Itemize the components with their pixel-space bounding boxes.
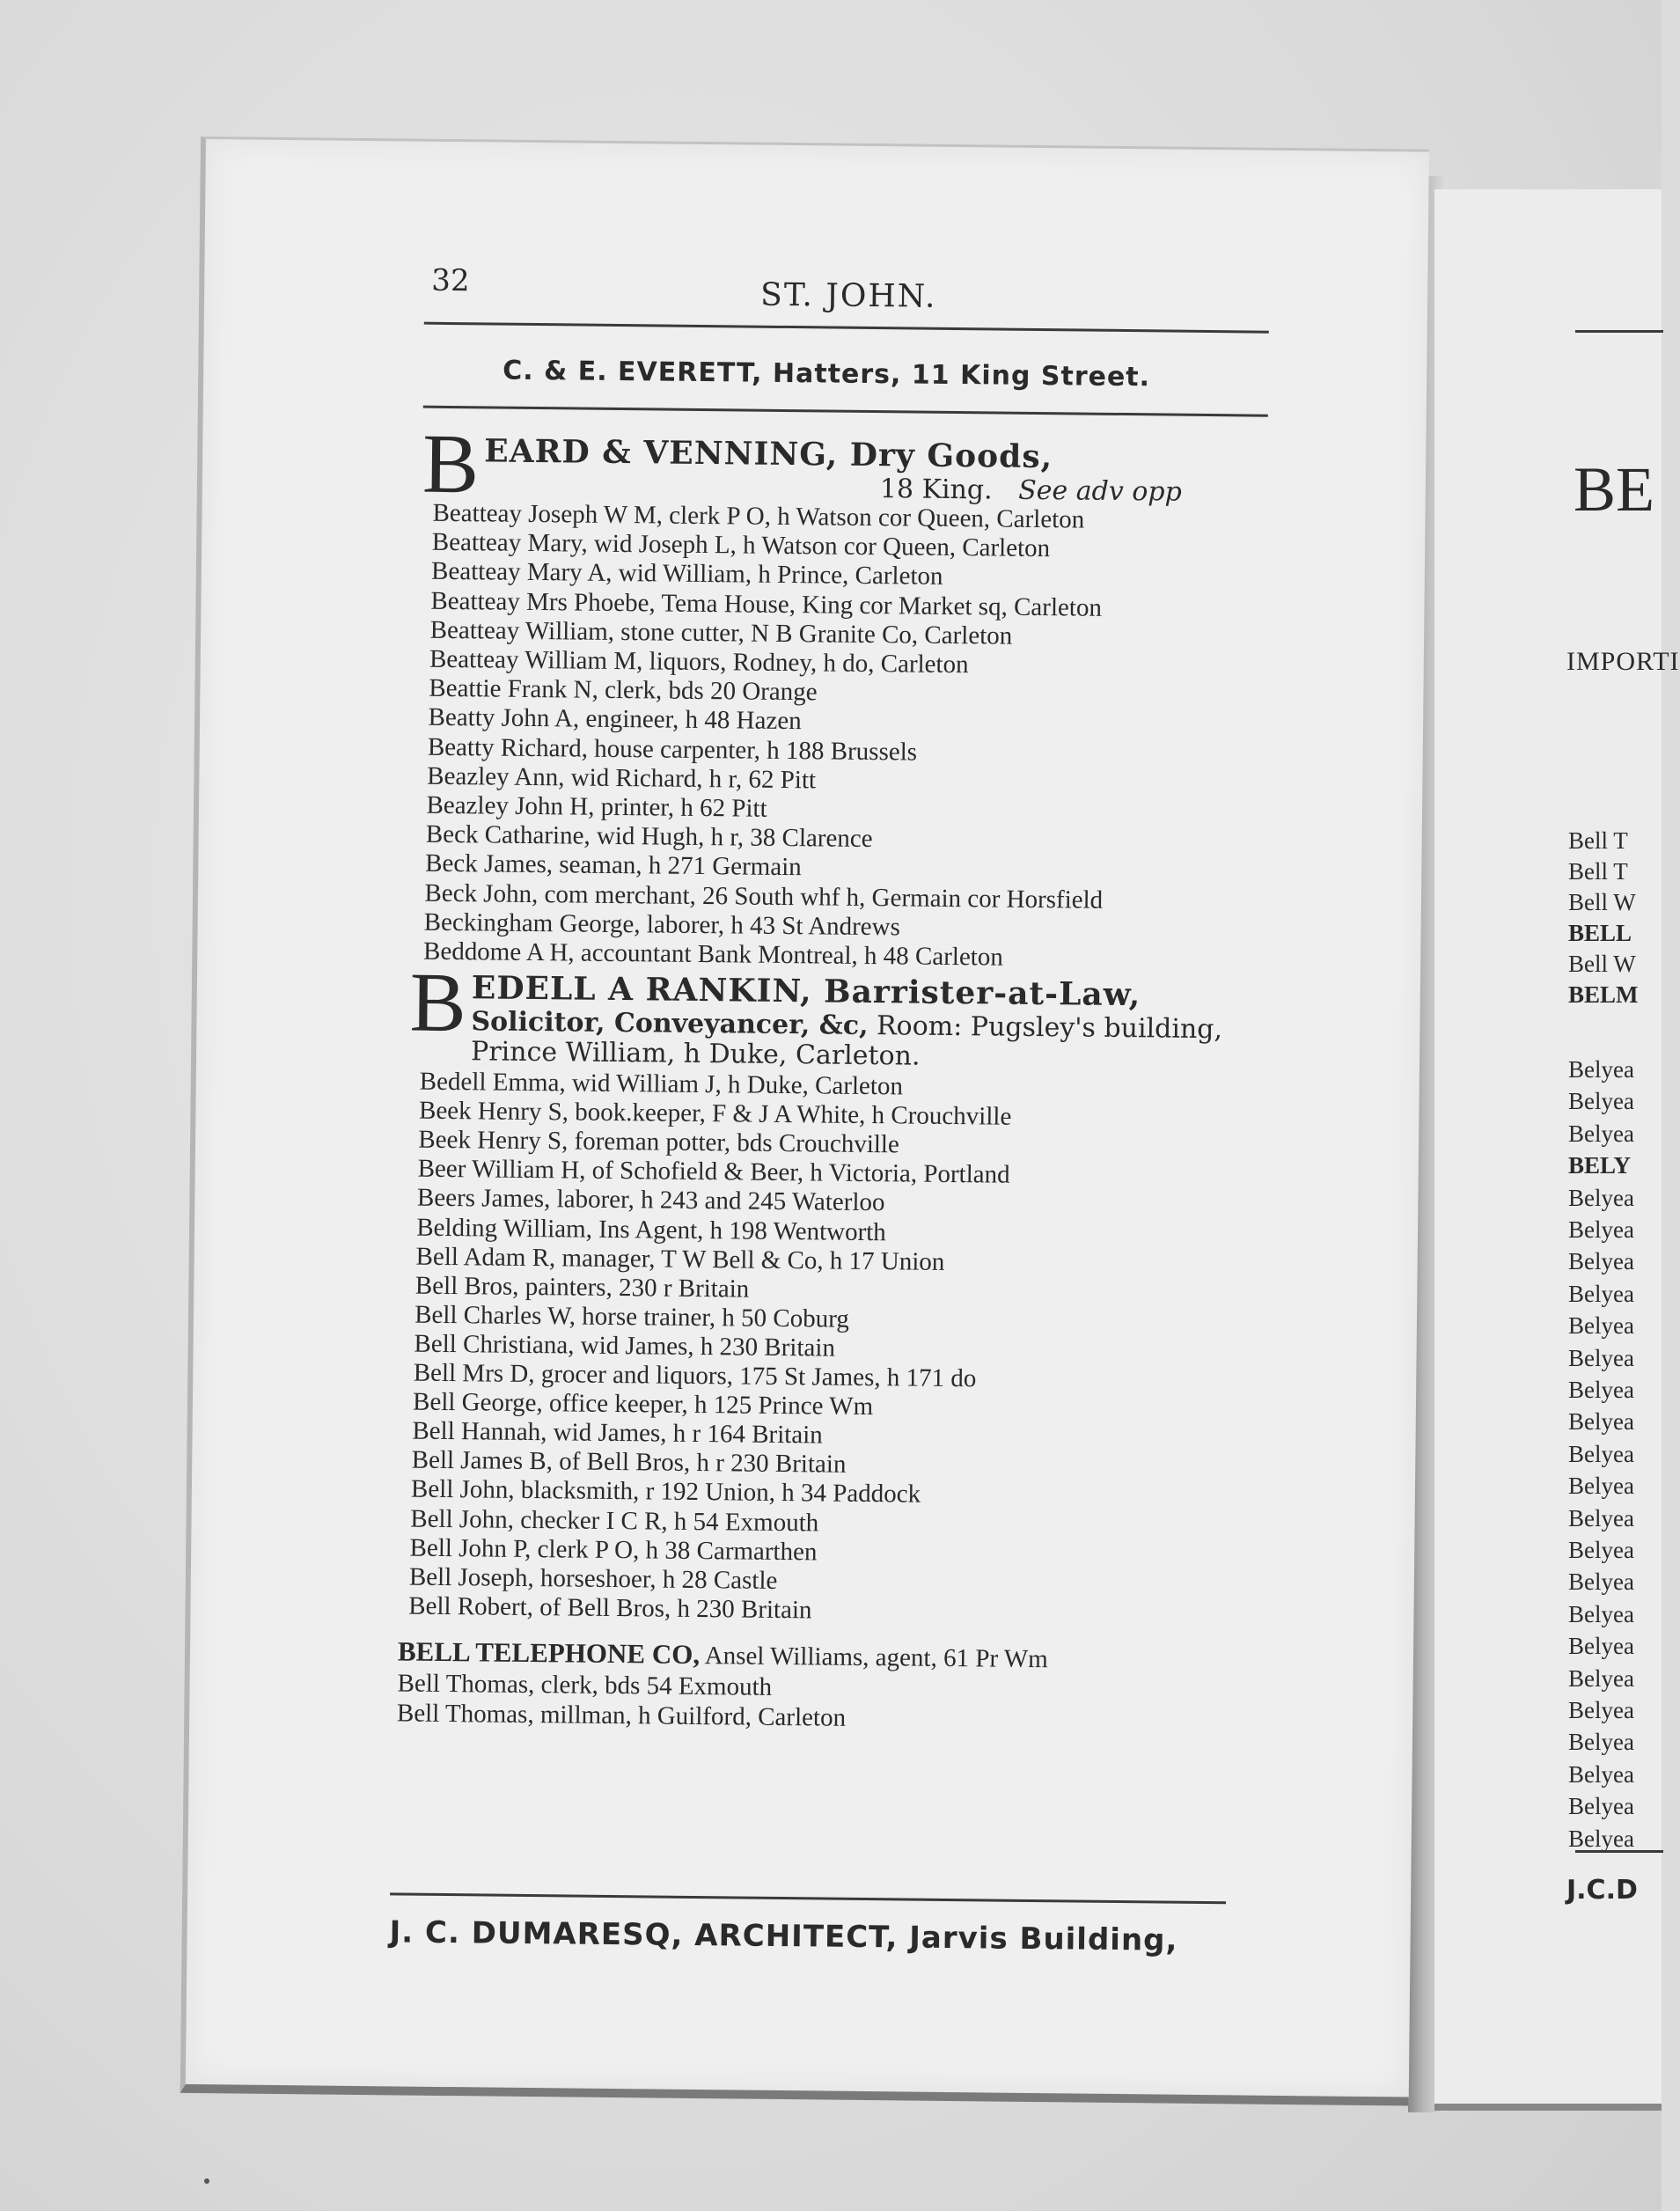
facing-page-entry: Belyea bbox=[1568, 1056, 1634, 1083]
bell-telephone-agent: Ansel Williams, agent, 61 Pr Wm bbox=[699, 1642, 1048, 1674]
facing-page-entry: Belyea bbox=[1568, 1697, 1634, 1723]
facing-page-entry: Belyea bbox=[1568, 1088, 1634, 1115]
directory-entry: Bell Joseph, horseshoer, h 28 Castle bbox=[408, 1562, 778, 1595]
facing-page-entry: Belyea bbox=[1568, 1280, 1634, 1307]
facing-page-entry: Belyea bbox=[1568, 1664, 1634, 1692]
beard-drop-cap: B bbox=[422, 415, 480, 511]
beard-venning-name: EARD & VENNING, Dry Goods, bbox=[484, 432, 1053, 476]
directory-entry: Beer William H, of Schofield & Beer, h Victoria, Portland bbox=[417, 1154, 1010, 1189]
bedell-rankin-line1: EDELL A RANKIN, Barrister-at-Law, bbox=[471, 969, 1141, 1014]
facing-page-entry: Belyea bbox=[1568, 1633, 1634, 1660]
bedell-rankin-line3: Prince William, h Duke, Carleton. bbox=[470, 1036, 921, 1072]
facing-page-bottom-ad: J.C.D bbox=[1566, 1875, 1638, 1906]
top-advertisement: C. & E. EVERETT, Hatters, 11 King Street. bbox=[503, 355, 1151, 393]
directory-entry: Beek Henry S, foreman potter, bds Crouchville bbox=[418, 1125, 899, 1159]
running-head: ST. JOHN. bbox=[759, 276, 937, 315]
directory-entry: Beatteay William M, liquors, Rodney, h do, Carleton bbox=[429, 644, 969, 679]
facing-page-rule-top bbox=[1575, 330, 1663, 333]
directory-entry: Beatty John A, engineer, h 48 Hazen bbox=[428, 703, 802, 736]
directory-entry: Beazley Ann, wid Richard, h r, 62 Pitt bbox=[427, 761, 817, 795]
directory-entry: Beck Catharine, wid Hugh, h r, 38 Clarence bbox=[425, 819, 873, 854]
directory-entry: Beattie Frank N, clerk, bds 20 Orange bbox=[429, 673, 818, 707]
directory-entry: Beatteay William, stone cutter, N B Granite Co, Carleton bbox=[429, 615, 1013, 650]
directory-entry: Bell Bros, painters, 230 r Britain bbox=[414, 1271, 750, 1304]
facing-page-importer: IMPORTI bbox=[1566, 647, 1680, 676]
directory-entry: Beatteay Mary A, wid William, h Prince, Carleton bbox=[430, 557, 943, 591]
beard-venning-ad bbox=[422, 415, 480, 511]
beard-see-adv: See adv opp bbox=[1017, 474, 1182, 508]
directory-entry: Beddome A H, accountant Bank Montreal, h 48 Carleton bbox=[422, 937, 1004, 972]
facing-page-entry: Belyea bbox=[1568, 1760, 1634, 1788]
directory-page bbox=[180, 136, 1429, 2105]
footer-rule bbox=[390, 1892, 1226, 1904]
bedell-drop-cap: B bbox=[409, 954, 467, 1050]
facing-page-entry: Belyea bbox=[1568, 1408, 1634, 1436]
directory-entry: Beatteay Mrs Phoebe, Tema House, King cor Market sq, Carleton bbox=[430, 586, 1103, 622]
facing-page-entry: Belyea bbox=[1568, 1248, 1634, 1275]
directory-entry: Bell Thomas, clerk, bds 54 Exmouth bbox=[397, 1669, 773, 1701]
facing-page-entry: Bell W bbox=[1568, 889, 1636, 915]
directory-entry: Bell Robert, of Bell Bros, h 230 Britain bbox=[408, 1591, 812, 1625]
scan-speck bbox=[204, 2178, 209, 2184]
facing-page-heading: BE bbox=[1574, 454, 1655, 525]
facing-page-entry: Belyea bbox=[1568, 1600, 1634, 1627]
directory-entry: Bell Thomas, millman, h Guilford, Carleton bbox=[396, 1698, 847, 1732]
directory-entry: Beers James, laborer, h 243 and 245 Waterloo bbox=[416, 1184, 885, 1217]
facing-page-entry: Belyea bbox=[1568, 1537, 1634, 1563]
bedell-solicitor: Solicitor, Conveyancer, &c, bbox=[471, 1006, 869, 1041]
facing-page-entry: BELL bbox=[1568, 920, 1632, 946]
facing-page-entry: Belyea bbox=[1568, 1312, 1634, 1340]
directory-entry: Bedell Emma, wid William J, h Duke, Carleton bbox=[419, 1067, 904, 1101]
directory-entry: Beck James, seaman, h 271 Germain bbox=[424, 849, 802, 882]
facing-page-entry: Belyea bbox=[1568, 1504, 1634, 1532]
facing-page-entry: Bell T bbox=[1568, 858, 1628, 885]
facing-page-entry: Belyea bbox=[1568, 1568, 1634, 1596]
facing-page-entry: Belyea bbox=[1568, 1729, 1634, 1756]
ad-rule-top bbox=[423, 406, 1268, 417]
directory-entry: Bell Hannah, wid James, h r 164 Britain bbox=[412, 1416, 823, 1450]
facing-page-entry: Belyea bbox=[1568, 1216, 1634, 1243]
directory-entry: Bell Mrs D, grocer and liquors, 175 St James, h 171 do bbox=[413, 1358, 977, 1393]
header-rule bbox=[424, 322, 1269, 334]
facing-page-entry: Belyea bbox=[1568, 1440, 1634, 1467]
directory-entry: Bell John, blacksmith, r 192 Union, h 34 Paddock bbox=[410, 1474, 921, 1510]
facing-page-entry: Belyea bbox=[1568, 1825, 1634, 1852]
directory-entry: Beatty Richard, house carpenter, h 188 Brussels bbox=[427, 732, 918, 767]
directory-entry: Beazley John H, printer, h 62 Pitt bbox=[426, 790, 767, 823]
directory-entry: Bell John P, clerk P O, h 38 Carmarthen bbox=[409, 1533, 818, 1567]
facing-page-rule-bottom bbox=[1575, 1850, 1663, 1853]
directory-entry: Beck John, com merchant, 26 South whf h, Germain cor Horsfield bbox=[424, 878, 1104, 915]
directory-entry: Bell Charles W, horse trainer, h 50 Coburg bbox=[414, 1300, 849, 1333]
page-number: 32 bbox=[431, 262, 470, 299]
directory-entry: Beckingham George, laborer, h 43 St Andrews bbox=[423, 907, 901, 942]
directory-entry: Bell George, office keeper, h 125 Prince Wm bbox=[412, 1387, 874, 1421]
facing-page-entry: Bell T bbox=[1568, 827, 1628, 854]
facing-page-entry: BELY bbox=[1568, 1152, 1632, 1179]
facing-page-entry: Belyea bbox=[1568, 1344, 1634, 1371]
facing-page-entry: BELM bbox=[1568, 981, 1639, 1008]
facing-page-entry: Bell W bbox=[1568, 951, 1636, 977]
directory-entry: Bell Christiana, wid James, h 230 Britain bbox=[414, 1329, 836, 1363]
directory-entry: Bell Adam R, manager, T W Bell & Co, h 17 Union bbox=[415, 1242, 945, 1276]
facing-page-entry: Belyea bbox=[1568, 1184, 1634, 1211]
facing-page-entry: Belyea bbox=[1568, 1473, 1634, 1500]
bell-telephone-entry bbox=[398, 1637, 1048, 1673]
facing-page bbox=[1434, 189, 1680, 2111]
bedell-rankin-ad bbox=[409, 954, 467, 1050]
beard-address-text: 18 King. bbox=[879, 474, 993, 506]
facing-page-entry: Belyea bbox=[1568, 1793, 1634, 1820]
facing-page-entry: Belyea bbox=[1568, 1377, 1634, 1403]
directory-entry: Bell John, checker I C R, h 54 Exmouth bbox=[410, 1504, 819, 1537]
directory-entry: Belding William, Ins Agent, h 198 Wentworth bbox=[416, 1213, 886, 1246]
bell-telephone-name: BELL TELEPHONE CO, bbox=[397, 1635, 701, 1671]
directory-entry: Beek Henry S, book.keeper, F & J A White, h Crouchville bbox=[418, 1096, 1012, 1131]
beard-venning-address bbox=[880, 474, 1182, 508]
facing-page-entry: Belyea bbox=[1568, 1120, 1634, 1147]
directory-entry: Bell James B, of Bell Bros, h r 230 Britain bbox=[411, 1445, 847, 1480]
bottom-advertisement: J. C. DUMARESQ, ARCHITECT, Jarvis Building, bbox=[389, 1914, 1178, 1958]
directory-entry: Beatteay Joseph W M, clerk P O, h Watson cor Queen, Carleton bbox=[432, 498, 1085, 534]
directory-entry: Beatteay Mary, wid Joseph L, h Watson cor Queen, Carleton bbox=[431, 527, 1051, 563]
bedell-room: Room: Pugsley's building, bbox=[868, 1010, 1223, 1046]
